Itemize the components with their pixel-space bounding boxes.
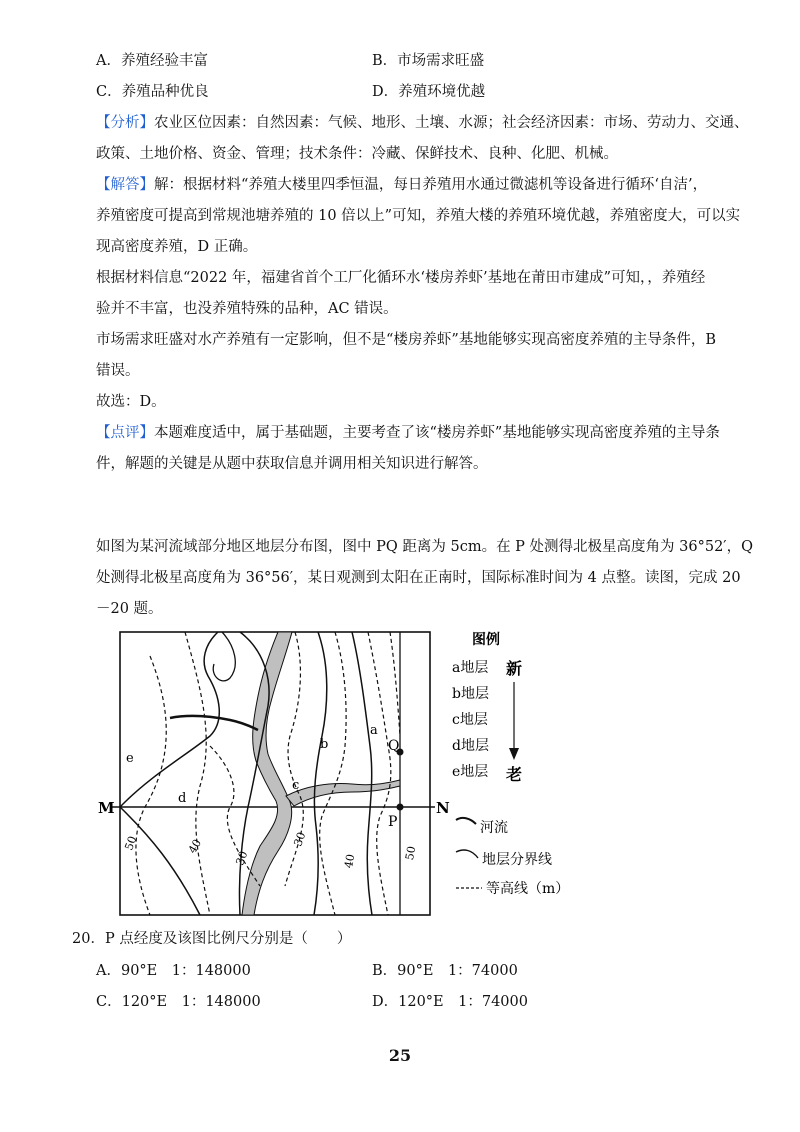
label-n: N bbox=[436, 799, 450, 817]
boundary-legend-icon bbox=[456, 850, 478, 858]
answer-line-8: 故选：D。 bbox=[96, 394, 166, 410]
legend-title: 图例 bbox=[472, 632, 500, 648]
stratum-boundary bbox=[213, 632, 235, 681]
review-line-2: 件，解题的关键是从题中获取信息并调用相关知识进行解答。 bbox=[96, 456, 488, 472]
contour-label: 50 bbox=[403, 845, 419, 862]
legend-layer-c: c地层 bbox=[452, 712, 488, 728]
contour-line bbox=[390, 632, 400, 736]
q19-option-c: C．养殖品种优良 bbox=[96, 84, 209, 100]
contour-label: 50 bbox=[122, 834, 140, 853]
answer-text-1: 解：根据材料“养殖大楼里四季恒温，每日养殖用水通过微滤机等设备进行循环‘自洁’， bbox=[154, 177, 708, 193]
analysis-tag: 【分析】 bbox=[96, 115, 154, 131]
arrow-down-icon bbox=[509, 748, 519, 760]
legend-river: 河流 bbox=[480, 820, 508, 836]
answer-line-2: 养殖密度可提高到常规池塘养殖的 10 倍以上”可知，养殖大楼的养殖环境优越，养殖密度大，可以实 bbox=[96, 208, 741, 224]
legend-new-label: 新 bbox=[506, 659, 523, 678]
q19-option-row-1 bbox=[96, 51, 736, 71]
q20-option-row-1 bbox=[96, 961, 736, 981]
stratum-boundary bbox=[120, 632, 219, 807]
contour-label: 40 bbox=[342, 853, 358, 870]
layer-label-a: a bbox=[370, 723, 378, 738]
answer-tag: 【解答】 bbox=[96, 177, 154, 193]
label-q: Q bbox=[388, 738, 400, 754]
contour-line bbox=[136, 656, 166, 915]
contour-line bbox=[320, 632, 346, 915]
q19-option-b: B．市场需求旺盛 bbox=[372, 53, 485, 69]
q20-option-b: B．90°E 1：74000 bbox=[372, 963, 518, 979]
answer-line-3: 现高密度养殖，D 正确。 bbox=[96, 239, 258, 255]
analysis-text-1: 农业区位因素：自然因素：气候、地形、土壤、水源；社会经济因素：市场、劳动力、交通、 bbox=[154, 115, 749, 131]
answer-line-4: 根据材料信息“2022 年，福建省首个工厂化循环水‘楼房养虾’基地在莆田市建成”可知，，养殖经 bbox=[96, 270, 706, 286]
answer-line-7: 错误。 bbox=[96, 363, 140, 379]
q19-option-a: A．养殖经验丰富 bbox=[96, 53, 208, 69]
analysis-line-2: 政策、土地价格、资金、管理；技术条件：冷藏、保鲜技术、良种、化肥、机械。 bbox=[96, 146, 618, 162]
q20-option-row-2 bbox=[96, 992, 736, 1012]
label-p: P bbox=[388, 814, 398, 830]
q20-option-d: D．120°E 1：74000 bbox=[372, 994, 528, 1010]
q20-option-c: C．120°E 1：148000 bbox=[96, 994, 261, 1010]
stratum-boundary bbox=[352, 632, 372, 915]
stratum-boundary bbox=[120, 807, 200, 915]
legend-layer-b: b地层 bbox=[452, 686, 489, 702]
layer-label-e: e bbox=[126, 751, 134, 766]
answer-line-5: 验并不丰富，也没养殖特殊的品种，AC 错误。 bbox=[96, 301, 398, 317]
river-tributary bbox=[286, 780, 400, 806]
river-branch-left bbox=[170, 716, 258, 730]
layer-label-c: c bbox=[292, 778, 300, 793]
q19-option-row-2 bbox=[96, 82, 736, 102]
contour-line bbox=[185, 632, 210, 915]
legend-boundary: 地层分界线 bbox=[482, 852, 552, 868]
legend-old-label: 老 bbox=[506, 765, 523, 784]
legend-layer-a: a地层 bbox=[452, 660, 489, 676]
layer-label-b: b bbox=[320, 737, 329, 752]
map-legend bbox=[452, 628, 592, 898]
legend-layer-d: d地层 bbox=[452, 738, 489, 754]
point-p-marker bbox=[397, 804, 404, 811]
q20-option-a: A．90°E 1：148000 bbox=[96, 963, 251, 979]
layer-label-d: d bbox=[178, 791, 187, 806]
review-text-1: 本题难度适中，属于基础题，主要考查了该“楼房养虾”基地能够实现高密度养殖的主导条 bbox=[154, 425, 720, 441]
contour-label: 40 bbox=[185, 837, 205, 856]
q20-stem: 20．P 点经度及该图比例尺分别是（ ） bbox=[72, 931, 352, 947]
q19-option-d: D．养殖环境优越 bbox=[372, 84, 486, 100]
intro-line-2: 处测得北极星高度角为 36°56′，某日观测到太阳在正南时，国际标准时间为 4 点整。读图，完成 20 bbox=[96, 570, 741, 586]
analysis-line-1 bbox=[96, 113, 749, 133]
contour-label: 30 bbox=[233, 849, 251, 868]
label-m: M bbox=[98, 799, 115, 817]
contour-label: 30 bbox=[291, 830, 309, 849]
river-legend-icon bbox=[456, 818, 476, 824]
intro-line-3: －20 题。 bbox=[96, 601, 163, 617]
review-tag: 【点评】 bbox=[96, 425, 154, 441]
review-line-1 bbox=[96, 423, 720, 443]
intro-line-1: 如图为某河流域部分地区地层分布图，图中 PQ 距离为 5cm。在 P 处测得北极星高度角为 36°52′，Q bbox=[96, 539, 753, 555]
answer-line-1 bbox=[96, 175, 707, 195]
stratum-map bbox=[90, 626, 510, 918]
legend-layer-e: e地层 bbox=[452, 764, 489, 780]
legend-contour: 等高线（m） bbox=[486, 881, 570, 897]
answer-line-6: 市场需求旺盛对水产养殖有一定影响，但不是“楼房养虾”基地能够实现高密度养殖的主导条件，B bbox=[96, 332, 716, 348]
page-number: 25 bbox=[388, 1046, 412, 1065]
